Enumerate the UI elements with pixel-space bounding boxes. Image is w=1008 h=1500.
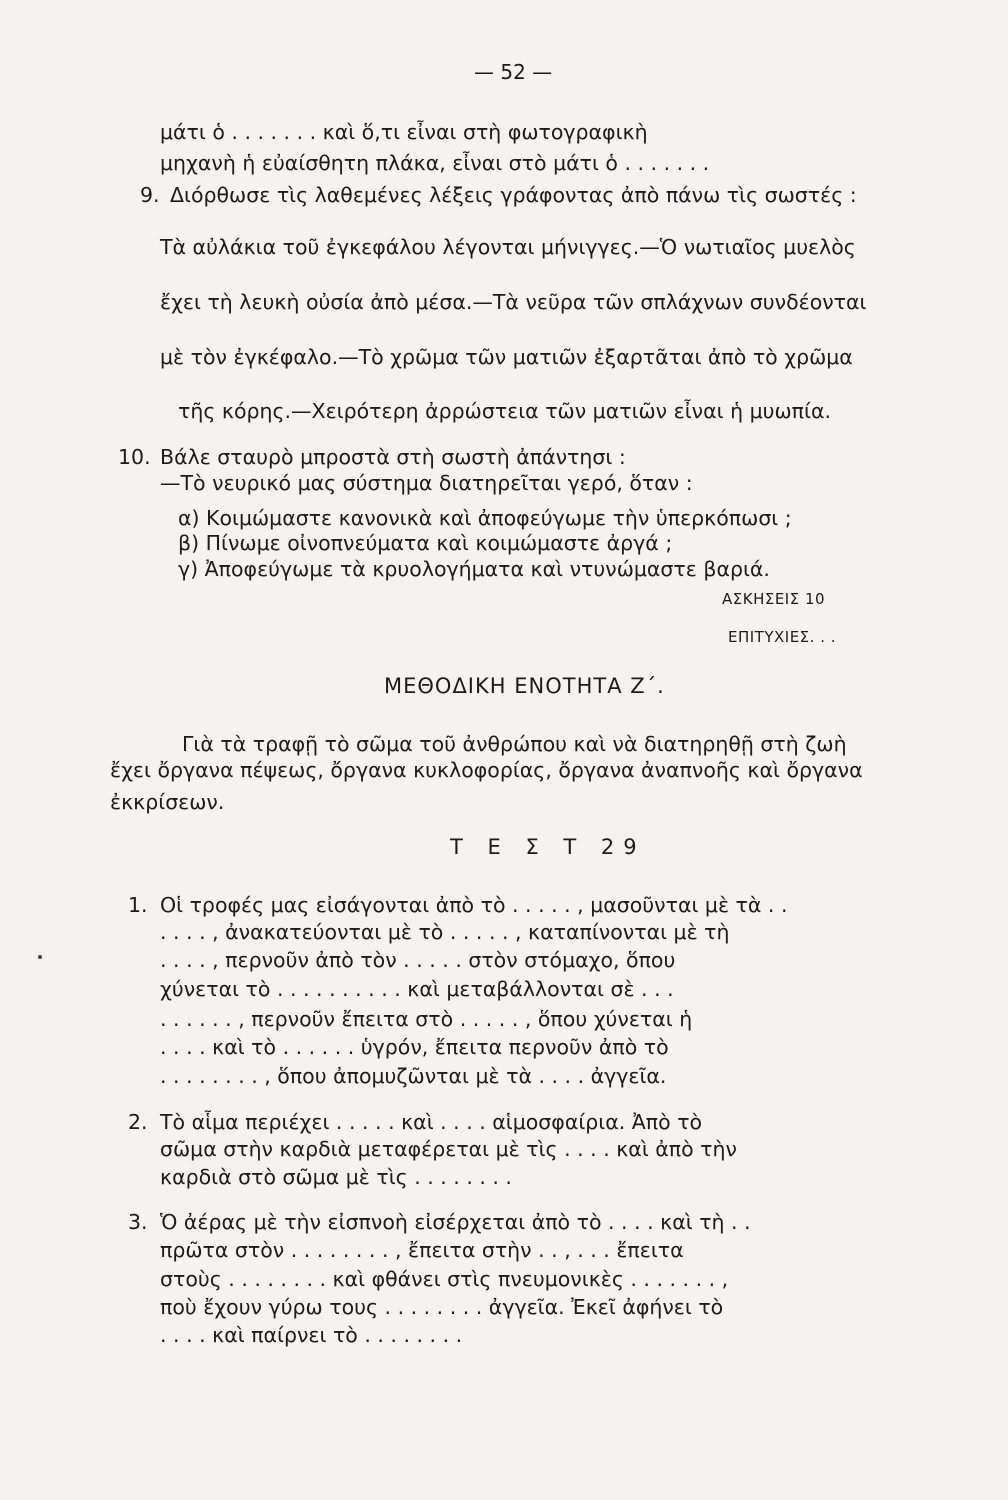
test-q2-line: Τὸ αἷμα περιέχει . . . . . καὶ . . . . αἱμοσφαίρια. Ἀπὸ τὸ <box>160 1110 703 1134</box>
exercise-10-stem: —Τὸ νευρικό μας σύστημα διατηρεῖται γερό, ὅταν : <box>160 471 693 495</box>
test-question-3-number: 3. <box>128 1210 148 1234</box>
option-b: β) Πίνωμε οἰνοπνεύματα καὶ κοιμώμαστε ἀργά ; <box>178 531 673 555</box>
exercise-9-number: 9. <box>140 183 160 207</box>
test-q1-line: χύνεται τὸ . . . . . . . . . . καὶ μεταβάλλονται σὲ . . . <box>160 977 674 1001</box>
test-q2-line: καρδιὰ στὸ σῶμα μὲ τὶς . . . . . . . . <box>160 1165 512 1189</box>
test-q3-line: πρῶτα στὸν . . . . . . . . , ἔπειτα στὴν . . , . . . ἔπειτα <box>160 1238 684 1262</box>
exercise-10-instruction: Βάλε σταυρὸ μπροστὰ στὴ σωστὴ ἀπάντησι : <box>160 445 626 469</box>
exercise-9-line-4: τῆς κόρης.—Χειρότερη ἀρρώστεια τῶν ματιῶν εἶναι ἡ μυωπία. <box>178 399 831 423</box>
test-q3-line: ποὺ ἔχουν γύρω τους . . . . . . . . ἀγγεῖα. Ἐκεῖ ἀφήνει τὸ <box>160 1295 724 1319</box>
exercise-9-instruction: Διόρθωσε τὶς λαθεμένες λέξεις γράφοντας ἀπὸ πάνω τὶς σωστές : <box>170 183 857 207</box>
test-q1-line: . . . . , περνοῦν ἀπὸ τὸν . . . . . στὸν στόμαχο, ὅπου <box>160 948 676 972</box>
test-q1-line: . . . . , ἀνακατεύονται μὲ τὸ . . . . . , καταπίνονται μὲ τὴ <box>160 920 730 944</box>
test-title: Τ Ε Σ Τ 29 <box>450 835 646 859</box>
exercise-9-line-2: ἔχει τὴ λευκὴ οὐσία ἀπὸ μέσα.—Τὰ νεῦρα τῶν σπλάχνων συνδέονται <box>160 290 867 314</box>
test-q1-line: Οἱ τροφές μας εἰσάγονται ἀπὸ τὸ . . . . . , μασοῦνται μὲ τὰ . . <box>160 893 788 917</box>
intro-line-1: μάτι ὁ . . . . . . . καὶ ὅ,τι εἶναι στὴ φωτογραφικὴ <box>160 120 648 144</box>
score-successes: ΕΠΙΤΥΧΙΕΣ. . . <box>728 628 837 646</box>
test-q1-line: . . . . . . , περνοῦν ἔπειτα στὸ . . . . . , ὅπου χύνεται ἡ <box>160 1007 693 1031</box>
test-q3-line: . . . . καὶ παίρνει τὸ . . . . . . . . <box>160 1323 463 1347</box>
test-q2-line: σῶμα στὴν καρδιὰ μεταφέρεται μὲ τὶς . . . . καὶ ἀπὸ τὴν <box>160 1137 737 1161</box>
test-q3-line: Ὁ ἀέρας μὲ τὴν εἰσπνοὴ εἰσέρχεται ἀπὸ τὸ . . . . καὶ τὴ . . <box>160 1210 751 1234</box>
section-paragraph-line-1: Γιὰ τὰ τραφῇ τὸ σῶμα τοῦ ἀνθρώπου καὶ νὰ διατηρηθῇ στὴ ζωὴ <box>182 732 847 756</box>
exercise-10-number: 10. <box>118 445 151 469</box>
option-a: α) Κοιμώμαστε κανονικὰ καὶ ἀποφεύγωμε τὴν ὑπερκόπωσι ; <box>178 506 792 530</box>
test-q1-line: . . . . . . . . , ὅπου ἀπομυζῶνται μὲ τὰ . . . . ἀγγεῖα. <box>160 1064 667 1088</box>
test-q1-line: . . . . καὶ τὸ . . . . . . ὑγρόν, ἔπειτα περνοῦν ἀπὸ τὸ <box>160 1035 669 1059</box>
page-number: — 52 — <box>474 60 553 84</box>
test-q3-line: στοὺς . . . . . . . . καὶ φθάνει στὶς πνευμονικὲς . . . . . . . , <box>160 1267 729 1291</box>
section-paragraph-line-2: ἔχει ὄργανα πέψεως, ὄργανα κυκλοφορίας, ὄργανα ἀναπνοῆς καὶ ὄργανα <box>110 758 863 782</box>
test-question-2-number: 2. <box>128 1110 148 1134</box>
option-c: γ) Ἀποφεύγωμε τὰ κρυολογήματα καὶ ντυνώμαστε βαριά. <box>178 557 770 581</box>
exercise-9-line-1: Τὰ αὐλάκια τοῦ ἐγκεφάλου λέγονται μήνιγγες.—Ὁ νωτιαῖος μυελὸς <box>160 235 856 259</box>
intro-line-2: μηχανὴ ἡ εὐαίσθητη πλάκα, εἶναι στὸ μάτι ὁ . . . . . . . <box>160 151 710 175</box>
section-paragraph-line-3: ἐκκρίσεων. <box>110 790 225 814</box>
exercise-9-line-3: μὲ τὸν ἐγκέφαλο.—Τὸ χρῶμα τῶν ματιῶν ἐξαρτᾶται ἀπὸ τὸ χρῶμα <box>160 345 853 369</box>
section-title: ΜΕΘΟΔΙΚΗ ΕΝΟΤΗΤΑ Ζ΄. <box>384 674 665 698</box>
test-question-1-number: 1. <box>128 893 148 917</box>
ink-speck <box>38 955 42 959</box>
score-exercises: ΑΣΚΗΣΕΙΣ 10 <box>722 590 826 608</box>
